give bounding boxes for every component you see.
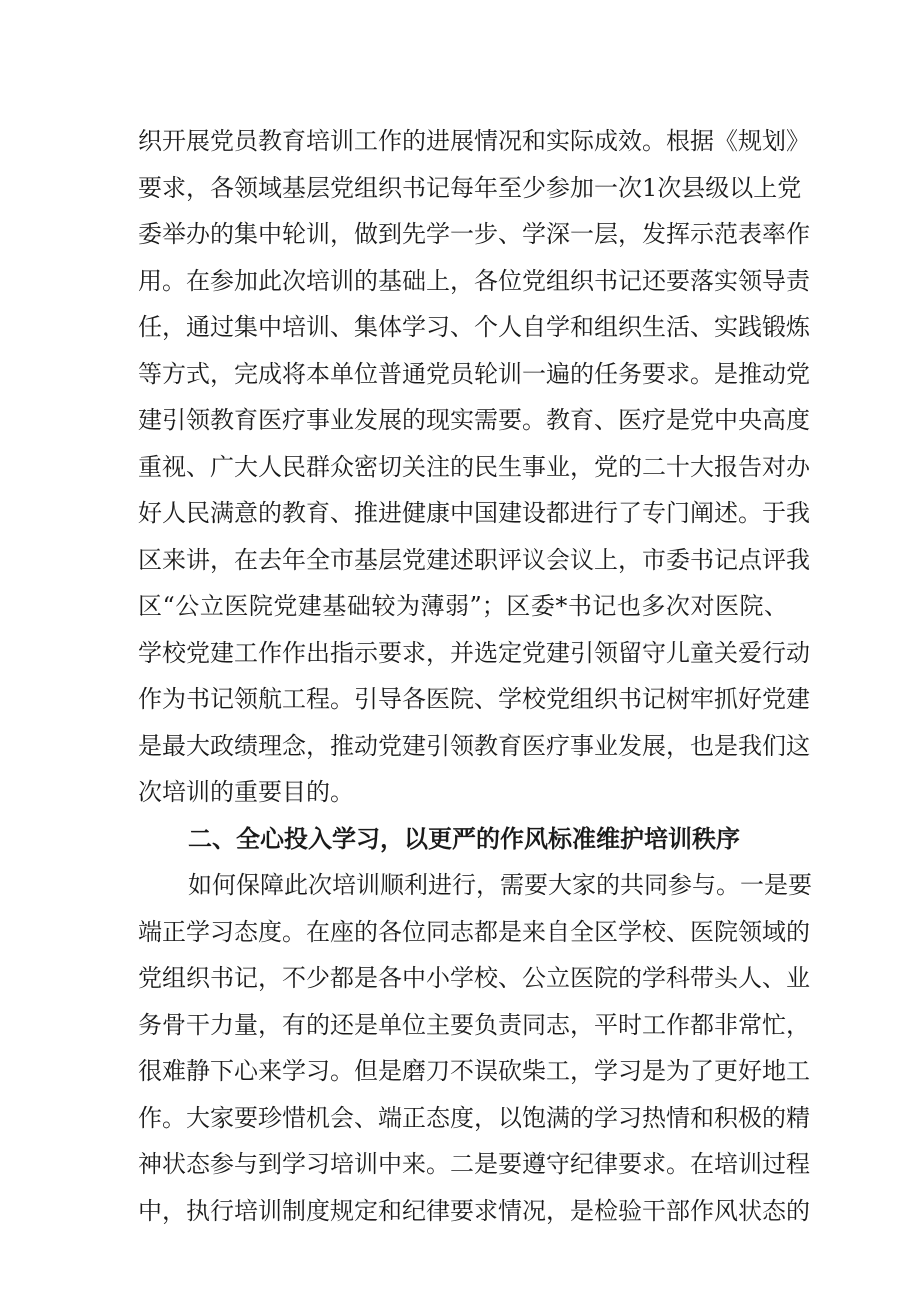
text-line: 委举办的集中轮训，做到先学一步、学深一层，发挥示范表率作 xyxy=(138,220,810,248)
text-line: 党组织书记，不少都是各中小学校、公立医院的学科带头人、业 xyxy=(138,964,810,992)
text-line: 作为书记领航工程。引导各医院、学校党组织书记树牢抓好党建 xyxy=(138,685,810,713)
text-line: 好人民满意的教育、推进健康中国建设都进行了专门阐述。于我 xyxy=(138,499,810,527)
text-line: 建引领教育医疗事业发展的现实需要。教育、医疗是党中央高度 xyxy=(138,406,810,434)
text-line: 要求，各领域基层党组织书记每年至少参加一次1次县级以上党 xyxy=(138,173,802,202)
text-line: 学校党建工作作出指示要求，并选定党建引领留守儿童关爱行动 xyxy=(138,638,810,667)
text-line: 任，通过集中培训、集体学习、个人自学和组织生活、实践锻炼 xyxy=(138,313,810,341)
paragraph-last-line: 次培训的重要目的。 xyxy=(138,778,354,806)
text-line: 作。大家要珍惜机会、端正态度，以饱满的学习热情和积极的精 xyxy=(138,1103,810,1132)
text-line: 等方式，完成将本单位普通党员轮训一遍的任务要求。是推动党 xyxy=(138,359,810,388)
document-body xyxy=(138,118,812,1234)
text-line: 神状态参与到学习培训中来。二是要遵守纪律要求。在培训过程 xyxy=(138,1150,810,1178)
text-line: 中，执行培训制度规定和纪律要求情况，是检验干部作风状态的 xyxy=(138,1196,810,1225)
text-line: 用。在参加此次培训的基础上，各位党组织书记还要落实领导责 xyxy=(138,266,810,295)
text-line: 区来讲，在去年全市基层党建述职评议会议上，市委书记点评我 xyxy=(138,545,810,574)
text-line: 重视、广大人民群众密切关注的民生事业，党的二十大报告对办 xyxy=(138,452,810,481)
text-line: 很难静下心来学习。但是磨刀不误砍柴工，学习是为了更好地工 xyxy=(138,1057,810,1085)
text-line: 端正学习态度。在座的各位同志都是来自全区学校、医院领域的 xyxy=(138,917,810,946)
text-line: 织开展党员教育培训工作的进展情况和实际成效。根据《规划》 xyxy=(138,127,810,155)
text-line: 务骨干力量，有的还是单位主要负责同志，平时工作都非常忙， xyxy=(138,1010,810,1039)
paragraph-first-line: 如何保障此次培训顺利进行，需要大家的共同参与。一是要 xyxy=(188,871,812,899)
text-line: 区“公立医院党建基础较为薄弱”；区委*书记也多次对医院、 xyxy=(138,592,788,620)
section-heading: 二、全心投入学习，以更严的作风标准维护培训秩序 xyxy=(188,824,740,853)
text-line: 是最大政绩理念，推动党建引领教育医疗事业发展，也是我们这 xyxy=(138,731,810,760)
